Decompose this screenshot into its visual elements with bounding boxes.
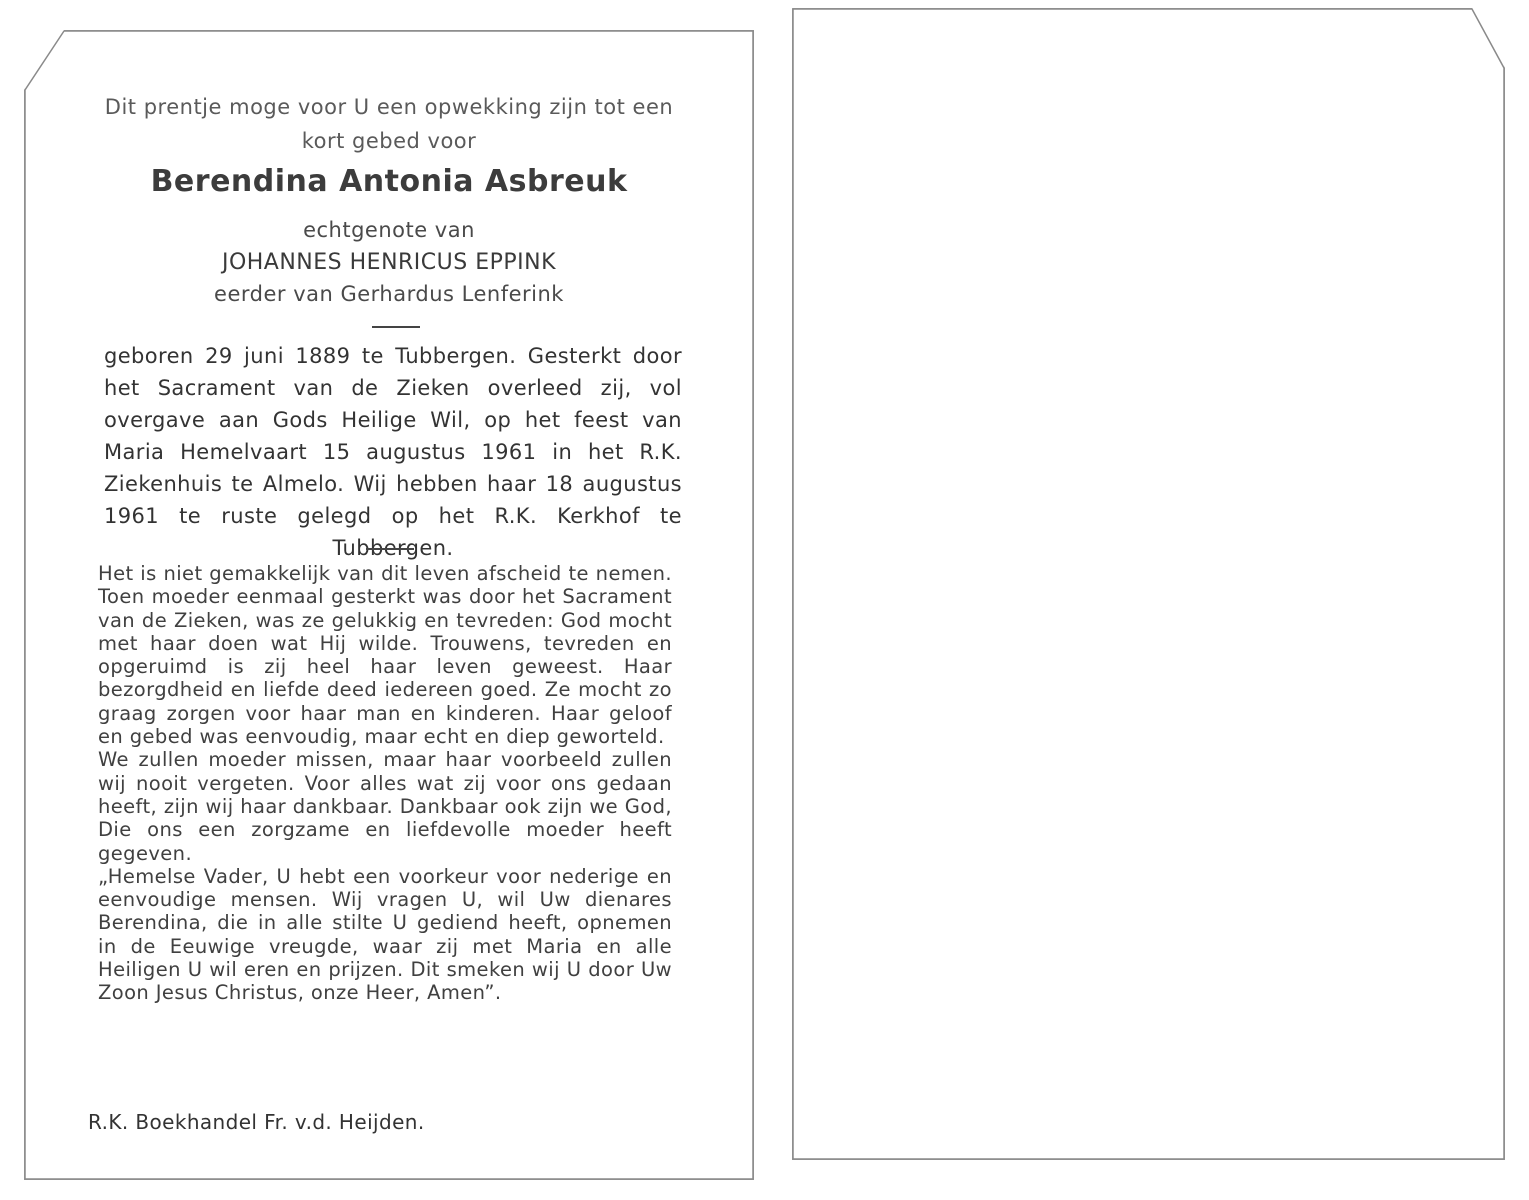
prayer-paragraph: „Hemelse Vader, U hebt een voorkeur voor nederige en eenvoudige mensen. Wij vragen U, wil Uw dienares Berendina, die in alle stilte U gediend heeft, opnemen in de Eeuwige vreugde, waar zij met Maria en alle Heiligen U wil eren en prijzen. Dit smeken wij U door Uw Zoon Jesus Christus, onze Heer, Amen”. bbox=[98, 864, 672, 1005]
intro-text: Dit prentje moge voor U een opwekking zijn tot een kort gebed voor bbox=[104, 95, 674, 153]
tribute-paragraph: We zullen moeder missen, maar haar voorbeeld zullen wij nooit vergeten. Voor alles wat zij voor ons gedaan heeft, zijn wij haar dankbaar. Dankbaar ook zijn we God, Die ons een zorgzame en liefdevolle moeder heeft gegeven. bbox=[98, 748, 672, 865]
spouse-name: JOHANNES HENRICUS EPPINK bbox=[221, 250, 557, 275]
former-spouse: eerder van Gerhardus Lenferink bbox=[214, 282, 564, 306]
divider-rule bbox=[366, 548, 414, 550]
tribute-paragraph: Het is niet gemakkelijk van dit leven afscheid te nemen. Toen moeder eenmaal gesterkt was door het Sacrament van de Zieken, was ze gelukkig en tevreden: God mocht met haar doen wat Hij wilde. Trouwens, tevreden en opgeruimd is zij heel haar leven geweest. Haar bezorgdheid en liefde deed iedereen goed. Ze mocht zo graag zorgen voor haar man en kinderen. Haar geloof en gebed was eenvoudig, maar echt en diep geworteld. bbox=[98, 562, 672, 749]
biography-text: geboren 29 juni 1889 te Tubbergen. Gesterkt door het Sacrament van de Zieken overleed zij, vol overgave aan Gods Heilige Wil, op het feest van Maria Hemelvaart 15 augustus 1961 in het R.K. Ziekenhuis te Almelo. Wij hebben haar 18 augustus 1961 te ruste gelegd op het R.K. Kerkhof te Tubbergen. bbox=[104, 344, 682, 560]
divider-rule bbox=[372, 326, 420, 328]
publisher-imprint: R.K. Boekhandel Fr. v.d. Heijden. bbox=[88, 1110, 425, 1134]
spouse-label: echtgenote van bbox=[303, 218, 475, 242]
tribute-text bbox=[98, 562, 672, 1005]
deceased-name: Berendina Antonia Asbreuk bbox=[150, 164, 628, 199]
memorial-card-back bbox=[792, 8, 1505, 1160]
